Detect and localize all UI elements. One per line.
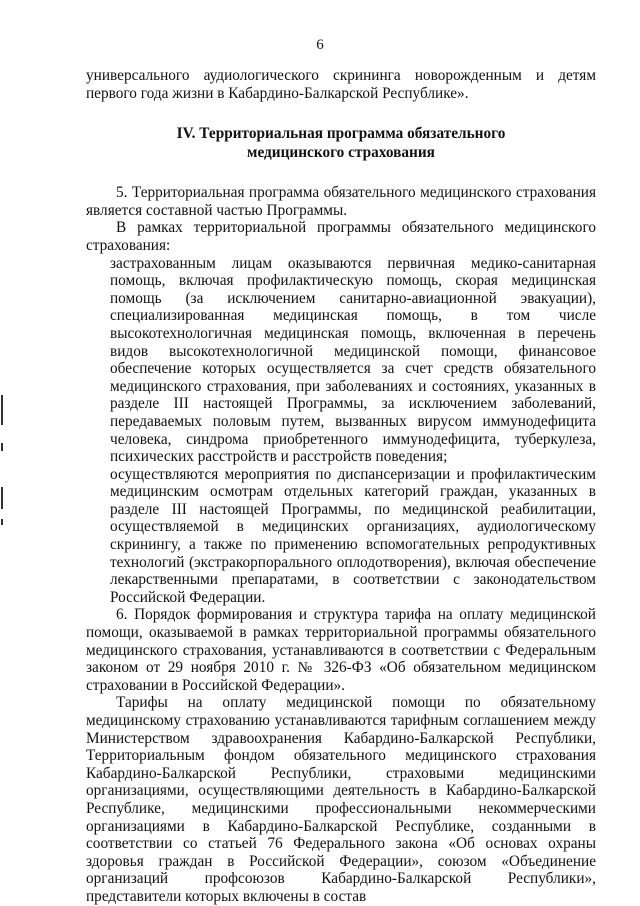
paragraph-insured-care: застрахованным лицам оказываются первичная медико-санитарная помощь, включая профилактическую помощь, скорая медицинская помощь (за исключением санитарно-авиационной эвакуации), специализированная медицинская помощь, в том числе высокотехнологичная медицинская помощь, включенная в перечень видов высокотехнологичной медицинской помощи, финансовое обеспечение которых осуществляется за счет средств обязательного медицинского страхования, при заболеваниях и состояниях, указанных в разделе III настоящей Программы, за исключением заболеваний, передаваемых половым путем, вызванных вирусом иммунодефицита человека, синдрома приобретенного иммунодефицита, туберкулеза, психических расстройств и расстройств поведения;: [110, 254, 596, 466]
scan-margin-marks: [0, 395, 6, 545]
paragraph-omi-scope: В рамках территориальной программы обязательного медицинского страхования:: [86, 219, 596, 254]
paragraph-6: 6. Порядок формирования и структура тарифа на оплату медицинской помощи, оказываемой в рамках территориальной программы обязательного медицинского страхования, устанавливаются в соответствии с Федеральным законом от 29 ноября 2010 г. № 326-ФЗ «Об обязательном медицинском страховании в Российской Федерации».: [86, 606, 596, 694]
page-number: 6: [316, 37, 324, 53]
paragraph-tariffs: Тарифы на оплату медицинской помощи по обязательному медицинскому страхованию устанавливаются тарифным соглашением между Министерством здравоохранения Кабардино-Балкарской Республики, Территориальным фондом обязательного медицинского страхования Кабардино-Балкарской Республики, страховыми медицинскими организациями, осуществляющими деятельность в Кабардино-Балкарской Республике, медицинскими профессиональными некоммерческими организациями в Кабардино-Балкарской Республике, созданными в соответствии со статьей 76 Федерального закона «Об основах охраны здоровья граждан в Российской Федерации», союзом «Объединение организаций профсоюзов Кабардино-Балкарской Республики», представители которых включены в состав: [86, 694, 596, 905]
paragraph-screening: осуществляются мероприятия по диспансеризации и профилактическим медицинским осмотрам отдельных категорий граждан, указанных в разделе III настоящей Программы, по медицинской реабилитации, осуществляемой в медицинских организациях, аудиологическому скринингу, а также по применению вспомогательных репродуктивных технологий (экстракорпорального оплодотворения), включая обеспечение лекарственными препаратами, в соответствии с законодательством Российской Федерации.: [110, 465, 596, 606]
intro-fragment: универсального аудиологического скрининга новорожденным и детям первого года жизни в Кабардино-Балкарской Республике».: [86, 67, 596, 102]
section-heading: IV. Территориальная программа обязательного медицинского страхования: [176, 125, 506, 162]
paragraph-5: 5. Территориальная программа обязательного медицинского страхования является составной частью Программы.: [86, 184, 596, 219]
document-body: [86, 67, 596, 906]
